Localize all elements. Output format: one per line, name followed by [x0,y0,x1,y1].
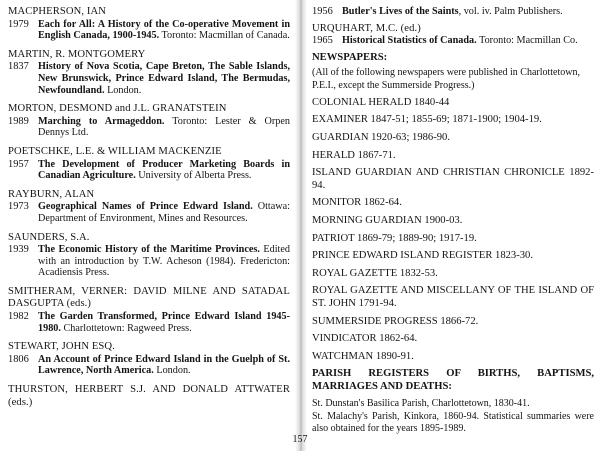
bib-citation [8,311,290,334]
bib-work [38,159,290,182]
bib-year: 1989 [8,115,29,127]
bib-work [342,35,594,47]
bib-publisher: London. [104,84,142,96]
bib-publisher: Toronto: Macmillan Co. [476,35,578,47]
bib-citation [8,201,290,224]
bib-entry [8,6,290,42]
parish-register-item: St. Malachy's Parish, Kinkora, 1860-94. Statistical summaries were also obtained for the years 1895-1989. [312,410,594,434]
bib-entry [8,341,290,377]
bib-publisher: Ottawa: Department of Environment, Mines and Resources. [38,201,290,224]
newspaper-item: WATCHMAN 1890-91. [312,350,414,362]
bib-title: Historical Statistics of Canada. [342,35,477,47]
bib-title: Marching to Armageddon. [38,115,165,127]
bib-citation [312,6,594,18]
bib-title: History of Nova Scotia, Cape Breton, The Sable Islands, New Brunswick, Prince Edward Island, The Bermudas, Newfoundland. [38,61,290,96]
section-heading-newspapers: NEWSPAPERS: [312,51,388,63]
bib-title: Each for All: A History of the Co-operative Movement in English Canada, 1900-1945. [38,18,290,42]
bib-entry [8,232,290,279]
bib-author: MACPHERSON, IAN [8,6,107,17]
bib-author: RAYBURN, ALAN [8,188,95,200]
newspaper-item: ROYAL GAZETTE AND MISCELLANY OF THE ISLAND OF ST. JOHN 1791-94. [312,285,594,309]
bib-citation [8,116,290,139]
bib-year: 1837 [8,61,29,73]
bib-title: The Economic History of the Maritime Provinces. [38,244,260,256]
bib-work [38,201,290,224]
bib-citation [312,35,594,47]
section-heading-parish-registers: PARISH REGISTERS OF BIRTHS, BAPTISMS, MARRIAGES AND DEATHS: [312,368,594,392]
bib-year: 1973 [8,201,29,213]
parish-register-item: St. Dunstan's Basilica Parish, Charlottetown, 1830-41. [312,398,530,410]
bib-entry [312,23,594,47]
bib-author: MARTIN, R. MONTGOMERY [8,48,146,60]
bib-entry [8,103,290,139]
bib-work [38,116,290,139]
left-column [8,6,290,409]
bib-publisher: University of Alberta Press. [135,170,252,182]
bib-citation [8,61,290,96]
bib-publisher: Toronto: Macmillan of Canada. [159,30,290,42]
right-column [312,6,594,435]
newspaper-item: COLONIAL HERALD 1840-44 [312,96,450,108]
newspaper-item: MORNING GUARDIAN 1900-03. [312,214,463,226]
bib-title: An Account of Prince Edward Island in the Guelph of St. Lawrence, North America. [38,353,290,377]
bib-entry [8,49,290,96]
newspaper-item: HERALD 1867-71. [312,149,396,161]
bib-work [38,19,290,42]
bib-publisher: London. [153,365,191,377]
bib-title: The Garden Transformed, Prince Edward Island 1945-1980. [38,311,290,334]
book-spine-shadow [295,0,307,451]
bib-work [38,354,290,377]
newspaper-item: ROYAL GAZETTE 1832-53. [312,267,438,279]
newspaper-item: GUARDIAN 1920-63; 1986-90. [312,131,451,143]
bib-year: 1806 [8,353,29,365]
bib-year: 1939 [8,244,29,256]
bib-entry [8,189,290,225]
bib-author: MORTON, DESMOND and J.L. GRANATSTEIN [8,103,227,115]
bib-entry [8,286,290,334]
newspaper-item: VINDICATOR 1862-64. [312,333,418,345]
bib-citation [8,19,290,42]
bib-work [342,6,594,18]
bib-entry [8,384,290,409]
bib-author: URQUHART, M.C. (ed.) [312,22,421,34]
bib-publisher: Toronto: Lester & Orpen Dennys Ltd. [38,115,291,139]
newspaper-item: ISLAND GUARDIAN AND CHRISTIAN CHRONICLE 1892-94. [312,167,594,191]
bib-author: STEWART, JOHN ESQ. [8,341,115,353]
bib-entry [8,146,290,182]
newspaper-item: SUMMERSIDE PROGRESS 1866-72. [312,315,479,327]
newspapers-note: (All of the following newspapers were published in Charlottetown, P.E.I., except the Summerside Progress.) [312,67,580,91]
bib-author: POETSCHKE, L.E. & WILLIAM MACKENZIE [8,145,222,157]
bib-author: THURSTON, HERBERT S.J. AND DONALD ATTWATER (eds.) [8,384,290,408]
bib-citation [8,244,290,279]
bib-citation [8,354,290,377]
newspaper-item: MONITOR 1862-64. [312,197,402,209]
bib-publisher: , vol. iv. Palm Publishers. [458,6,563,17]
newspaper-item: PATRIOT 1869-79; 1889-90; 1917-19. [312,232,477,244]
bib-work [38,311,290,334]
bib-publisher: Edited with an introduction by T.W. Acheson (1984). Fredericton: Acadiensis Press. [38,244,290,279]
bib-publisher: Charlottetown: Ragweed Press. [60,322,192,334]
bib-author: SAUNDERS, S.A. [8,231,90,243]
bib-year: 1979 [8,18,29,30]
bib-work [38,61,290,96]
bib-author: SMITHERAM, VERNER: DAVID MILNE AND SATADAL DASGUPTA (eds.) [8,285,290,310]
bib-title: Geographical Names of Prince Edward Island. [38,201,253,213]
bib-year: 1982 [8,311,29,323]
newspaper-item: PRINCE EDWARD ISLAND REGISTER 1823-30. [312,250,533,262]
newspaper-item: EXAMINER 1847-51; 1855-69; 1871-1900; 1904-19. [312,114,542,126]
bib-work [38,244,290,279]
bib-year: 1965 [312,35,333,47]
bib-year: 1957 [8,158,29,170]
bib-title: The Development of Producer Marketing Boards in Canadian Agriculture. [38,158,290,182]
bib-title: Butler's Lives of the Saints [342,6,459,17]
bib-citation [8,159,290,182]
page-number: 157 [292,434,308,445]
bib-year: 1956 [312,6,333,17]
